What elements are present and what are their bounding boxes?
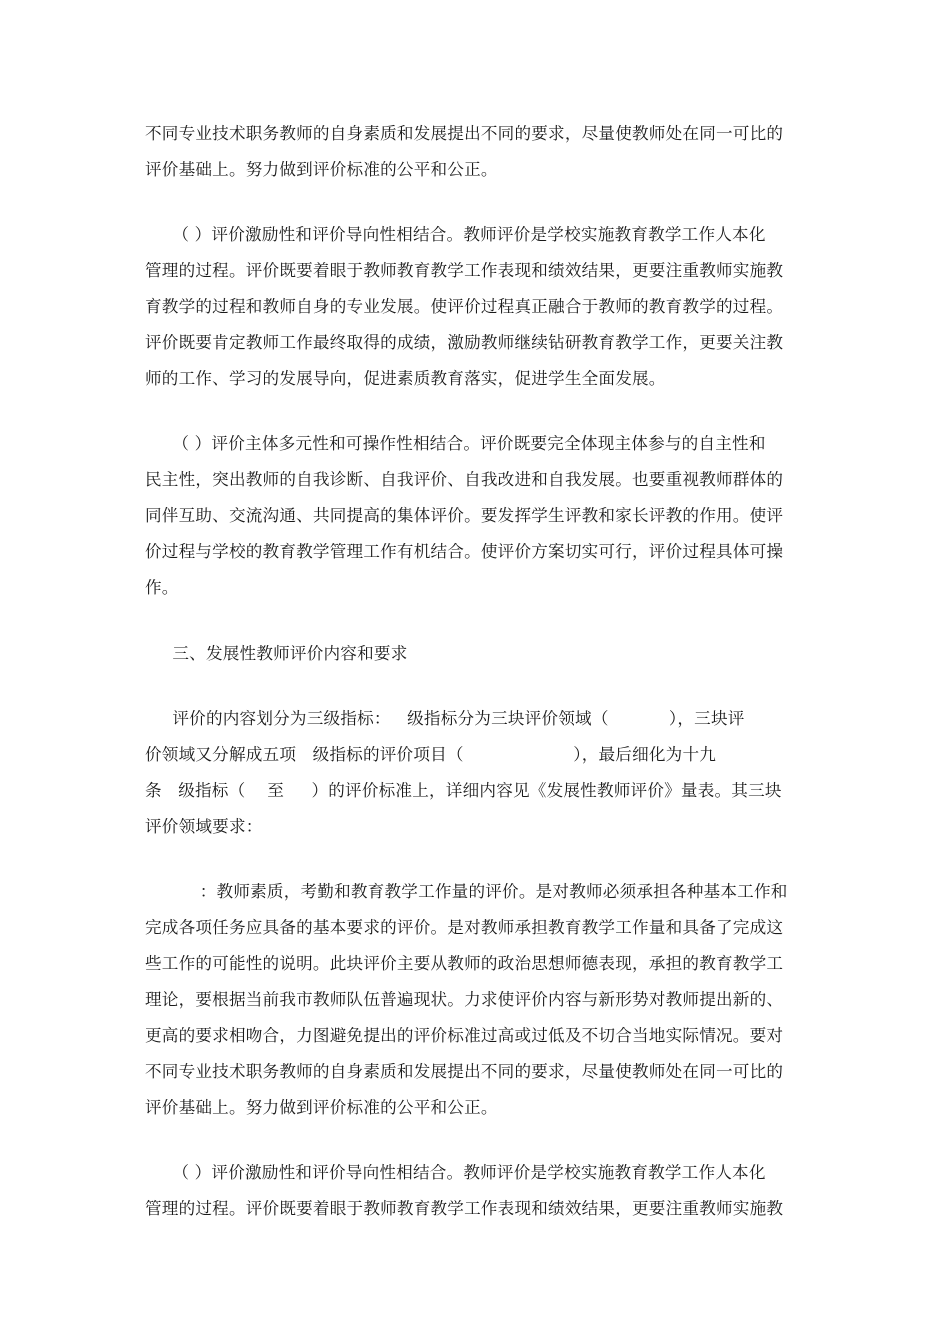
text-line: （ ）评价激励性和评价导向性相结合。教师评价是学校实施教育教学工作人本化 (145, 1163, 766, 1182)
text-line: 评价基础上。努力做到评价标准的公平和公正。 (145, 1098, 498, 1117)
text-line: 师的工作、学习的发展导向，促进素质教育落实，促进学生全面发展。 (145, 369, 666, 388)
text-line: 管理的过程。评价既要着眼于教师教育教学工作表现和绩效结果，更要注重教师实施教 (145, 1199, 784, 1218)
text-line: 更高的要求相吻合，力图避免提出的评价标准过高或过低及不切合当地实际情况。要对 (145, 1026, 784, 1045)
text-line: 不同专业技术职务教师的自身素质和发展提出不同的要求，尽量使教师处在同一可比的 (145, 124, 784, 143)
text-line: 作。 (145, 578, 179, 597)
text-line: 完成各项任务应具备的基本要求的评价。是对教师承担教育教学工作量和具备了完成这 (145, 918, 784, 937)
text-line: （ ）评价主体多元性和可操作性相结合。评价既要完全体现主体参与的自主性和 (145, 434, 766, 453)
text-line: 条 级指标（ 至 ）的评价标准上，详细内容见《发展性教师评价》量表。其三块 (145, 781, 782, 800)
text-line: 同伴互助、交流沟通、共同提高的集体评价。要发挥学生评教和家长评教的作用。使评 (145, 506, 784, 525)
text-line: 价过程与学校的教育教学管理工作有机结合。使评价方案切实可行，评价过程具体可操 (145, 542, 784, 561)
text-line: 民主性，突出教师的自我诊断、自我评价、自我改进和自我发展。也要重视教师群体的 (145, 470, 784, 489)
text-line: （ ）评价激励性和评价导向性相结合。教师评价是学校实施教育教学工作人本化 (145, 225, 766, 244)
text-line: ：教师素质，考勤和教育教学工作量的评价。是对教师必须承担各种基本工作和 (145, 882, 788, 901)
section-heading: 三、发展性教师评价内容和要求 (145, 644, 408, 663)
text-line: 理论，要根据当前我市教师队伍普遍现状。力求使评价内容与新形势对教师提出新的、 (145, 990, 784, 1009)
text-line: 些工作的可能性的说明。此块评价主要从教师的政治思想师德表现，承担的教育教学工 (145, 954, 784, 973)
text-line: 评价的内容划分为三级指标： 级指标分为三块评价领域（ ），三块评 (145, 709, 745, 728)
text-line: 不同专业技术职务教师的自身素质和发展提出不同的要求，尽量使教师处在同一可比的 (145, 1062, 784, 1081)
text-line: 价领域又分解成五项 级指标的评价项目（ ），最后细化为十九 (145, 745, 717, 764)
text-line: 评价既要肯定教师工作最终取得的成绩，激励教师继续钻研教育教学工作，更要关注教 (145, 333, 784, 352)
text-line: 评价基础上。努力做到评价标准的公平和公正。 (145, 160, 498, 179)
text-line: 育教学的过程和教师自身的专业发展。使评价过程真正融合于教师的教育教学的过程。 (145, 297, 784, 316)
text-line: 管理的过程。评价既要着眼于教师教育教学工作表现和绩效结果，更要注重教师实施教 (145, 261, 784, 280)
text-line: 评价领域要求： (145, 817, 263, 836)
